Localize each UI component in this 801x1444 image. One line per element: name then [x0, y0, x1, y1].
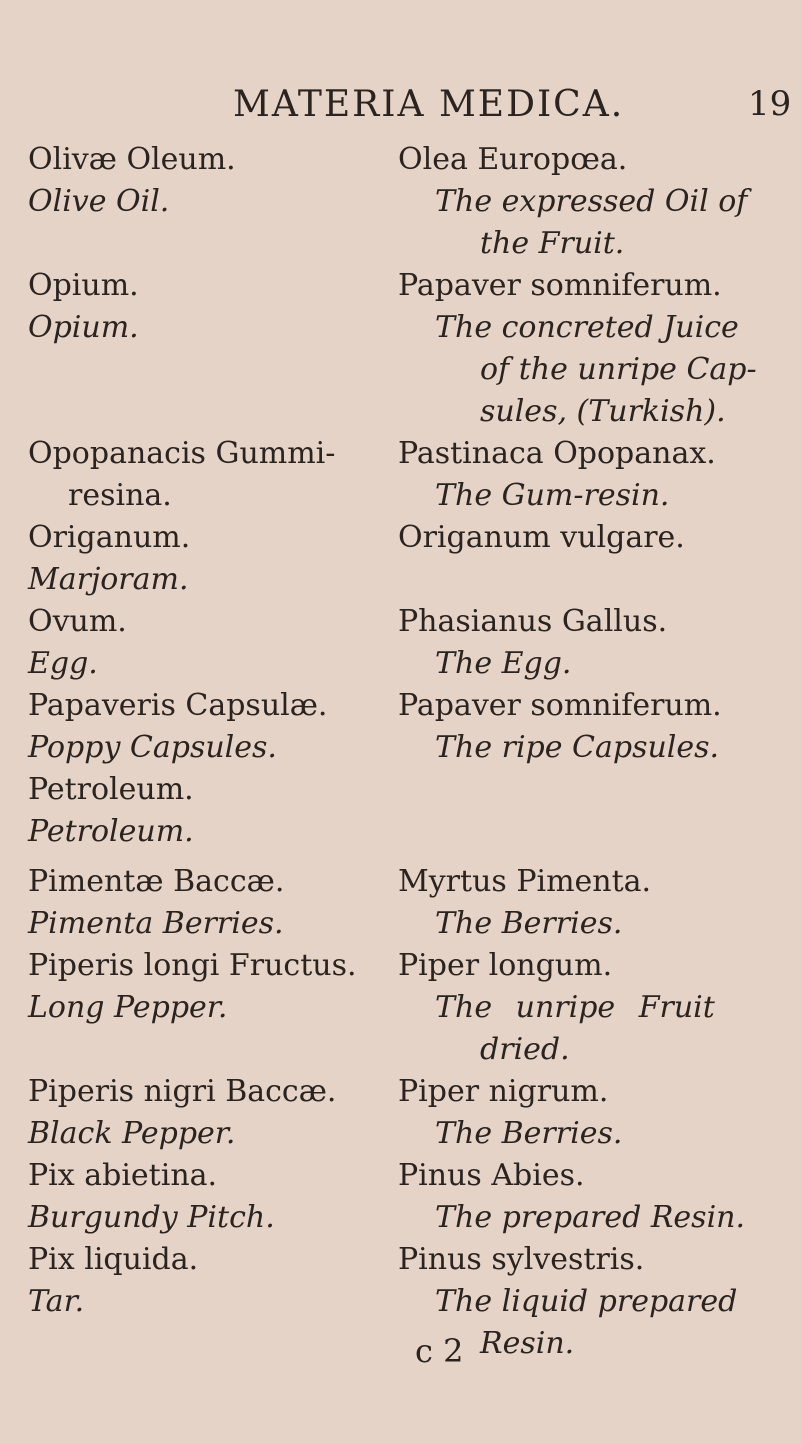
entry-source-name: Pinus Abies.	[398, 1158, 585, 1193]
entry-latin-name: Piperis longi Fructus.	[28, 948, 357, 983]
entry-source-name: Olea Europœa.	[398, 142, 628, 177]
entry-source-name: Piper longum.	[398, 948, 613, 983]
entry-english-name: Petroleum.	[28, 814, 194, 849]
entry-description: The concreted Juice	[435, 310, 739, 345]
entry-latin-name: Piperis nigri Baccæ.	[28, 1074, 337, 1109]
entry-description: the Fruit.	[480, 226, 625, 261]
entry-english-name: Long Pepper.	[28, 990, 228, 1025]
entry-latin-name: Petroleum.	[28, 772, 194, 807]
entry-description: The expressed Oil of	[435, 184, 748, 219]
entry-description: The Egg.	[435, 646, 572, 681]
entry-english-name: Burgundy Pitch.	[28, 1200, 275, 1235]
entry-description: The unripe Fruit	[435, 990, 715, 1025]
entry-description: The ripe Capsules.	[435, 730, 720, 765]
entry-source-name: Piper nigrum.	[398, 1074, 609, 1109]
entry-english-name: Pimenta Berries.	[28, 906, 284, 941]
entry-description: of the unripe Cap-	[480, 352, 757, 387]
entry-source-name: Pinus sylvestris.	[398, 1242, 645, 1277]
entry-source-name: Phasianus Gallus.	[398, 604, 668, 639]
entry-english-name: Marjoram.	[28, 562, 189, 597]
entry-english-name: Black Pepper.	[28, 1116, 236, 1151]
entry-description: The prepared Resin.	[435, 1200, 746, 1235]
entry-description: The liquid prepared	[435, 1284, 738, 1319]
entry-latin-name: Origanum.	[28, 520, 191, 555]
entry-latin-name: Opopanacis Gummi-	[28, 436, 336, 471]
entry-latin-name: Olivæ Oleum.	[28, 142, 236, 177]
entry-source-name: Papaver somniferum.	[398, 268, 722, 303]
entry-description: dried.	[480, 1032, 570, 1067]
signature-mark: c 2	[415, 1332, 464, 1370]
entry-description: sules, (Turkish).	[480, 394, 726, 429]
entry-source-name: Pastinaca Opopanax.	[398, 436, 716, 471]
entry-description: The Berries.	[435, 906, 623, 941]
entry-description: Resin.	[480, 1326, 575, 1361]
entry-english-name: Egg.	[28, 646, 98, 681]
running-header	[0, 84, 801, 134]
entry-description: The Berries.	[435, 1116, 623, 1151]
entry-latin-name: Papaveris Capsulæ.	[28, 688, 328, 723]
page-number: 19	[748, 84, 792, 124]
entry-latin-name: Pix abietina.	[28, 1158, 218, 1193]
entry-source-name: Origanum vulgare.	[398, 520, 685, 555]
entry-latin-name: Opium.	[28, 268, 139, 303]
entry-source-name: Papaver somniferum.	[398, 688, 722, 723]
entry-description: The Gum-resin.	[435, 478, 670, 513]
entry-english-name: Olive Oil.	[28, 184, 170, 219]
entry-english-name: Opium.	[28, 310, 139, 345]
running-title: MATERIA MEDICA.	[233, 84, 625, 125]
entry-latin-name: Pix liquida.	[28, 1242, 199, 1277]
entry-source-name: Myrtus Pimenta.	[398, 864, 652, 899]
entry-latin-name-cont: resina.	[68, 478, 172, 513]
entry-english-name: Poppy Capsules.	[28, 730, 277, 765]
entry-latin-name: Pimentæ Baccæ.	[28, 864, 285, 899]
entry-english-name: Tar.	[28, 1284, 85, 1319]
entry-latin-name: Ovum.	[28, 604, 127, 639]
